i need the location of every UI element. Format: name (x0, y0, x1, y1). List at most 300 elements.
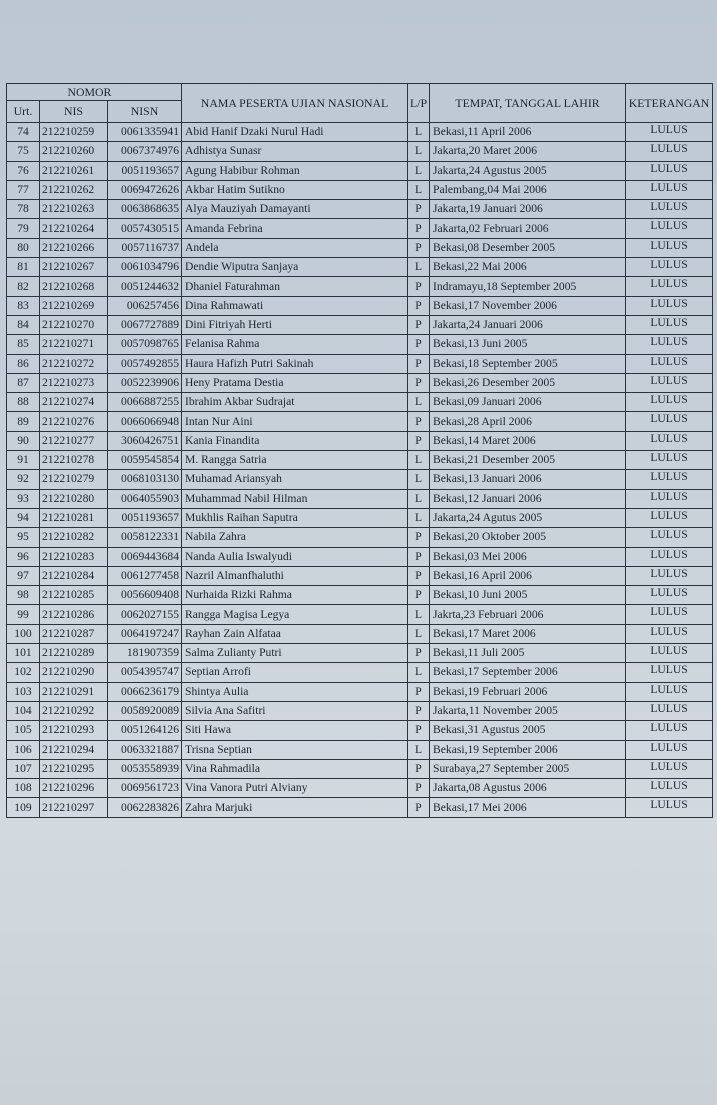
birth-cell: Bekasi,31 Agustus 2005 (430, 721, 626, 740)
header-ttl: TEMPAT, TANGGAL LAHIR (430, 84, 626, 123)
gender-cell: P (408, 412, 430, 431)
nis-cell: 212210268 (40, 277, 108, 296)
table-row (7, 624, 713, 643)
nisn-cell: 0053558939 (108, 759, 182, 778)
nis-cell: 212210274 (40, 393, 108, 412)
row-number: 107 (7, 759, 40, 778)
table-row (7, 798, 713, 817)
status-cell: LULUS (626, 624, 713, 643)
nisn-cell: 0061335941 (108, 123, 182, 142)
name-cell: Salma Zulianty Putri (182, 644, 408, 663)
nisn-cell: 0069561723 (108, 779, 182, 798)
header-nama: NAMA PESERTA UJIAN NASIONAL (182, 84, 408, 123)
status-cell: LULUS (626, 142, 713, 161)
name-cell: Felanisa Rahma (182, 335, 408, 354)
name-cell: Haura Hafizh Putri Sakinah (182, 354, 408, 373)
name-cell: Siti Hawa (182, 721, 408, 740)
birth-cell: Bekasi,19 Februari 2006 (430, 682, 626, 701)
status-cell: LULUS (626, 682, 713, 701)
status-cell: LULUS (626, 161, 713, 180)
nisn-cell: 0068103130 (108, 470, 182, 489)
header-nisn: NISN (108, 101, 182, 123)
nis-cell: 212210278 (40, 451, 108, 470)
table-row (7, 605, 713, 624)
status-cell: LULUS (626, 180, 713, 199)
nis-cell: 212210266 (40, 238, 108, 257)
nisn-cell: 0052239906 (108, 373, 182, 392)
row-number: 96 (7, 547, 40, 566)
status-cell: LULUS (626, 451, 713, 470)
row-number: 100 (7, 624, 40, 643)
status-cell: LULUS (626, 335, 713, 354)
name-cell: Andela (182, 238, 408, 257)
status-cell: LULUS (626, 354, 713, 373)
birth-cell: Palembang,04 Mai 2006 (430, 180, 626, 199)
nisn-cell: 0061277458 (108, 566, 182, 585)
row-number: 99 (7, 605, 40, 624)
name-cell: Agung Habibur Rohman (182, 161, 408, 180)
gender-cell: P (408, 547, 430, 566)
status-cell: LULUS (626, 315, 713, 334)
nisn-cell: 0057492855 (108, 354, 182, 373)
birth-cell: Jakarta,20 Maret 2006 (430, 142, 626, 161)
gender-cell: P (408, 277, 430, 296)
birth-cell: Bekasi,09 Januari 2006 (430, 393, 626, 412)
nis-cell: 212210280 (40, 489, 108, 508)
row-number: 80 (7, 238, 40, 257)
name-cell: Muhammad Nabil Hilman (182, 489, 408, 508)
name-cell: Heny Pratama Destia (182, 373, 408, 392)
gender-cell: P (408, 528, 430, 547)
nis-cell: 212210295 (40, 759, 108, 778)
table-row (7, 412, 713, 431)
name-cell: Septian Arrofi (182, 663, 408, 682)
name-cell: Shintya Aulia (182, 682, 408, 701)
row-number: 109 (7, 798, 40, 817)
status-cell: LULUS (626, 798, 713, 817)
nisn-cell: 0067374976 (108, 142, 182, 161)
nisn-cell: 0056609408 (108, 586, 182, 605)
table-row (7, 431, 713, 450)
nis-cell: 212210273 (40, 373, 108, 392)
status-cell: LULUS (626, 431, 713, 450)
status-cell: LULUS (626, 605, 713, 624)
birth-cell: Bekasi,17 Mei 2006 (430, 798, 626, 817)
nisn-cell: 0069472626 (108, 180, 182, 199)
nisn-cell: 0059545854 (108, 451, 182, 470)
gender-cell: L (408, 470, 430, 489)
birth-cell: Bekasi,10 Juni 2005 (430, 586, 626, 605)
gender-cell: L (408, 451, 430, 470)
table-row (7, 200, 713, 219)
nis-cell: 212210282 (40, 528, 108, 547)
name-cell: Muhamad Ariansyah (182, 470, 408, 489)
row-number: 104 (7, 701, 40, 720)
name-cell: Dendie Wiputra Sanjaya (182, 258, 408, 277)
row-number: 94 (7, 508, 40, 527)
table-row (7, 161, 713, 180)
nisn-cell: 0058920089 (108, 701, 182, 720)
nisn-cell: 0061034796 (108, 258, 182, 277)
row-number: 103 (7, 682, 40, 701)
name-cell: Abid Hanif Dzaki Nurul Hadi (182, 123, 408, 142)
nisn-cell: 0058122331 (108, 528, 182, 547)
status-cell: LULUS (626, 528, 713, 547)
status-cell: LULUS (626, 759, 713, 778)
table-row (7, 508, 713, 527)
gender-cell: P (408, 779, 430, 798)
header-blank-cell (7, 84, 40, 101)
status-cell: LULUS (626, 663, 713, 682)
name-cell: Akbar Hatim Sutikno (182, 180, 408, 199)
gender-cell: P (408, 219, 430, 238)
birth-cell: Bekasi,11 Juli 2005 (430, 644, 626, 663)
nis-cell: 212210297 (40, 798, 108, 817)
nis-cell: 212210267 (40, 258, 108, 277)
table-row (7, 721, 713, 740)
gender-cell: L (408, 142, 430, 161)
name-cell: Alya Mauziyah Damayanti (182, 200, 408, 219)
row-number: 78 (7, 200, 40, 219)
status-cell: LULUS (626, 123, 713, 142)
header-urt: Urt. (7, 101, 40, 123)
nisn-cell: 0051244632 (108, 277, 182, 296)
header-lp: L/P (408, 84, 430, 123)
row-number: 87 (7, 373, 40, 392)
status-cell: LULUS (626, 219, 713, 238)
status-cell: LULUS (626, 373, 713, 392)
gender-cell: L (408, 605, 430, 624)
row-number: 90 (7, 431, 40, 450)
table-row (7, 644, 713, 663)
nisn-cell: 0062027155 (108, 605, 182, 624)
status-cell: LULUS (626, 470, 713, 489)
birth-cell: Jakarta,24 Agutus 2005 (430, 508, 626, 527)
nisn-cell: 0066236179 (108, 682, 182, 701)
header-nis: NIS (40, 101, 108, 123)
birth-cell: Jakarta,11 November 2005 (430, 701, 626, 720)
table-row (7, 296, 713, 315)
name-cell: Intan Nur Aini (182, 412, 408, 431)
birth-cell: Indramayu,18 September 2005 (430, 277, 626, 296)
nis-cell: 212210291 (40, 682, 108, 701)
gender-cell: L (408, 740, 430, 759)
status-cell: LULUS (626, 393, 713, 412)
status-cell: LULUS (626, 701, 713, 720)
nis-cell: 212210277 (40, 431, 108, 450)
nisn-cell: 0064197247 (108, 624, 182, 643)
results-table (6, 83, 713, 818)
gender-cell: P (408, 238, 430, 257)
status-cell: LULUS (626, 277, 713, 296)
birth-cell: Jakarta,02 Februari 2006 (430, 219, 626, 238)
nisn-cell: 0069443684 (108, 547, 182, 566)
nisn-cell: 0066887255 (108, 393, 182, 412)
status-cell: LULUS (626, 721, 713, 740)
nisn-cell: 0063868635 (108, 200, 182, 219)
table-row (7, 180, 713, 199)
status-cell: LULUS (626, 296, 713, 315)
name-cell: Rayhan Zain Alfataa (182, 624, 408, 643)
row-number: 86 (7, 354, 40, 373)
table-row (7, 759, 713, 778)
gender-cell: P (408, 682, 430, 701)
table-row (7, 373, 713, 392)
birth-cell: Surabaya,27 September 2005 (430, 759, 626, 778)
birth-cell: Jakarta,19 Januari 2006 (430, 200, 626, 219)
nis-cell: 212210271 (40, 335, 108, 354)
status-cell: LULUS (626, 779, 713, 798)
table-row (7, 566, 713, 585)
table-row (7, 277, 713, 296)
nisn-cell: 0054395747 (108, 663, 182, 682)
name-cell: Amanda Febrina (182, 219, 408, 238)
row-number: 84 (7, 315, 40, 334)
table-row (7, 142, 713, 161)
nisn-cell: 0066066948 (108, 412, 182, 431)
row-number: 98 (7, 586, 40, 605)
row-number: 76 (7, 161, 40, 180)
birth-cell: Jakarta,24 Agustus 2005 (430, 161, 626, 180)
gender-cell: L (408, 508, 430, 527)
gender-cell: L (408, 663, 430, 682)
nis-cell: 212210270 (40, 315, 108, 334)
status-cell: LULUS (626, 547, 713, 566)
birth-cell: Bekasi,21 Desember 2005 (430, 451, 626, 470)
gender-cell: L (408, 180, 430, 199)
nis-cell: 212210272 (40, 354, 108, 373)
nisn-cell: 0057098765 (108, 335, 182, 354)
name-cell: Nazril Almanfhaluthi (182, 566, 408, 585)
nis-cell: 212210269 (40, 296, 108, 315)
gender-cell: P (408, 798, 430, 817)
row-number: 83 (7, 296, 40, 315)
birth-cell: Jakarta,08 Agustus 2006 (430, 779, 626, 798)
header-ket: KETERANGAN (626, 84, 713, 123)
status-cell: LULUS (626, 412, 713, 431)
nis-cell: 212210289 (40, 644, 108, 663)
row-number: 105 (7, 721, 40, 740)
header-nomor: NOMOR (40, 84, 182, 101)
gender-cell: P (408, 373, 430, 392)
gender-cell: L (408, 161, 430, 180)
nis-cell: 212210262 (40, 180, 108, 199)
gender-cell: P (408, 701, 430, 720)
nis-cell: 212210259 (40, 123, 108, 142)
table-row (7, 315, 713, 334)
table-row (7, 258, 713, 277)
row-number: 89 (7, 412, 40, 431)
nis-cell: 212210296 (40, 779, 108, 798)
gender-cell: P (408, 759, 430, 778)
gender-cell: L (408, 393, 430, 412)
name-cell: Dina Rahmawati (182, 296, 408, 315)
nis-cell: 212210283 (40, 547, 108, 566)
status-cell: LULUS (626, 586, 713, 605)
results-sheet (6, 83, 713, 818)
birth-cell: Bekasi,16 April 2006 (430, 566, 626, 585)
nis-cell: 212210292 (40, 701, 108, 720)
nis-cell: 212210293 (40, 721, 108, 740)
birth-cell: Bekasi,13 Januari 2006 (430, 470, 626, 489)
status-cell: LULUS (626, 238, 713, 257)
nis-cell: 212210263 (40, 200, 108, 219)
nis-cell: 212210290 (40, 663, 108, 682)
gender-cell: L (408, 123, 430, 142)
row-number: 77 (7, 180, 40, 199)
table-row (7, 238, 713, 257)
name-cell: Trisna Septian (182, 740, 408, 759)
birth-cell: Bekasi,17 November 2006 (430, 296, 626, 315)
gender-cell: P (408, 566, 430, 585)
birth-cell: Jakrta,23 Februari 2006 (430, 605, 626, 624)
status-cell: LULUS (626, 258, 713, 277)
table-row (7, 663, 713, 682)
row-number: 108 (7, 779, 40, 798)
birth-cell: Bekasi,22 Mai 2006 (430, 258, 626, 277)
table-row (7, 701, 713, 720)
nisn-cell: 0062283826 (108, 798, 182, 817)
nisn-cell: 006257456 (108, 296, 182, 315)
row-number: 82 (7, 277, 40, 296)
birth-cell: Bekasi,20 Oktober 2005 (430, 528, 626, 547)
gender-cell: L (408, 624, 430, 643)
gender-cell: P (408, 354, 430, 373)
gender-cell: P (408, 644, 430, 663)
name-cell: Kania Finandita (182, 431, 408, 450)
name-cell: Adhistya Sunasr (182, 142, 408, 161)
table-row (7, 740, 713, 759)
status-cell: LULUS (626, 644, 713, 663)
row-number: 102 (7, 663, 40, 682)
nis-cell: 212210285 (40, 586, 108, 605)
table-row (7, 393, 713, 412)
gender-cell: L (408, 489, 430, 508)
table-row (7, 779, 713, 798)
table-row (7, 123, 713, 142)
nisn-cell: 3060426751 (108, 431, 182, 450)
table-row (7, 586, 713, 605)
birth-cell: Bekasi,18 September 2005 (430, 354, 626, 373)
table-row (7, 451, 713, 470)
name-cell: Dhaniel Faturahman (182, 277, 408, 296)
nisn-cell: 0057116737 (108, 238, 182, 257)
row-number: 97 (7, 566, 40, 585)
birth-cell: Bekasi,17 Maret 2006 (430, 624, 626, 643)
nisn-cell: 0063321887 (108, 740, 182, 759)
name-cell: Dini Fitriyah Herti (182, 315, 408, 334)
gender-cell: P (408, 200, 430, 219)
gender-cell: P (408, 721, 430, 740)
nisn-cell: 0057430515 (108, 219, 182, 238)
table-row (7, 528, 713, 547)
table-row (7, 470, 713, 489)
nis-cell: 212210260 (40, 142, 108, 161)
row-number: 88 (7, 393, 40, 412)
row-number: 75 (7, 142, 40, 161)
nisn-cell: 0051193657 (108, 508, 182, 527)
name-cell: Vina Rahmadila (182, 759, 408, 778)
birth-cell: Bekasi,13 Juni 2005 (430, 335, 626, 354)
nis-cell: 212210281 (40, 508, 108, 527)
nis-cell: 212210287 (40, 624, 108, 643)
row-number: 101 (7, 644, 40, 663)
birth-cell: Bekasi,14 Maret 2006 (430, 431, 626, 450)
birth-cell: Bekasi,08 Desember 2005 (430, 238, 626, 257)
birth-cell: Bekasi,11 April 2006 (430, 123, 626, 142)
row-number: 81 (7, 258, 40, 277)
row-number: 93 (7, 489, 40, 508)
status-cell: LULUS (626, 200, 713, 219)
nisn-cell: 0064055903 (108, 489, 182, 508)
table-body (7, 123, 713, 818)
nisn-cell: 181907359 (108, 644, 182, 663)
gender-cell: P (408, 586, 430, 605)
name-cell: Nanda Aulia Iswalyudi (182, 547, 408, 566)
row-number: 74 (7, 123, 40, 142)
nis-cell: 212210279 (40, 470, 108, 489)
birth-cell: Bekasi,17 September 2006 (430, 663, 626, 682)
row-number: 85 (7, 335, 40, 354)
name-cell: Mukhlis Raihan Saputra (182, 508, 408, 527)
table-row (7, 682, 713, 701)
gender-cell: L (408, 258, 430, 277)
nis-cell: 212210286 (40, 605, 108, 624)
table-row (7, 335, 713, 354)
birth-cell: Bekasi,19 September 2006 (430, 740, 626, 759)
name-cell: Ibrahim Akbar Sudrajat (182, 393, 408, 412)
name-cell: Silvia Ana Safitri (182, 701, 408, 720)
nisn-cell: 0051193657 (108, 161, 182, 180)
row-number: 79 (7, 219, 40, 238)
nis-cell: 212210284 (40, 566, 108, 585)
table-row (7, 354, 713, 373)
gender-cell: P (408, 315, 430, 334)
birth-cell: Jakarta,24 Januari 2006 (430, 315, 626, 334)
row-number: 95 (7, 528, 40, 547)
birth-cell: Bekasi,26 Desember 2005 (430, 373, 626, 392)
status-cell: LULUS (626, 489, 713, 508)
nisn-cell: 0067727889 (108, 315, 182, 334)
row-number: 91 (7, 451, 40, 470)
nis-cell: 212210261 (40, 161, 108, 180)
name-cell: Vina Vanora Putri Alviany (182, 779, 408, 798)
status-cell: LULUS (626, 566, 713, 585)
nis-cell: 212210294 (40, 740, 108, 759)
row-number: 92 (7, 470, 40, 489)
nis-cell: 212210276 (40, 412, 108, 431)
nis-cell: 212210264 (40, 219, 108, 238)
birth-cell: Bekasi,28 April 2006 (430, 412, 626, 431)
name-cell: Nabila Zahra (182, 528, 408, 547)
status-cell: LULUS (626, 508, 713, 527)
table-row (7, 547, 713, 566)
birth-cell: Bekasi,12 Januari 2006 (430, 489, 626, 508)
status-cell: LULUS (626, 740, 713, 759)
name-cell: Rangga Magisa Legya (182, 605, 408, 624)
table-row (7, 489, 713, 508)
name-cell: Zahra Marjuki (182, 798, 408, 817)
row-number: 106 (7, 740, 40, 759)
name-cell: M. Rangga Satria (182, 451, 408, 470)
nisn-cell: 0051264126 (108, 721, 182, 740)
name-cell: Nurhaida Rizki Rahma (182, 586, 408, 605)
gender-cell: P (408, 296, 430, 315)
birth-cell: Bekasi,03 Mei 2006 (430, 547, 626, 566)
gender-cell: P (408, 431, 430, 450)
gender-cell: P (408, 335, 430, 354)
table-row (7, 219, 713, 238)
